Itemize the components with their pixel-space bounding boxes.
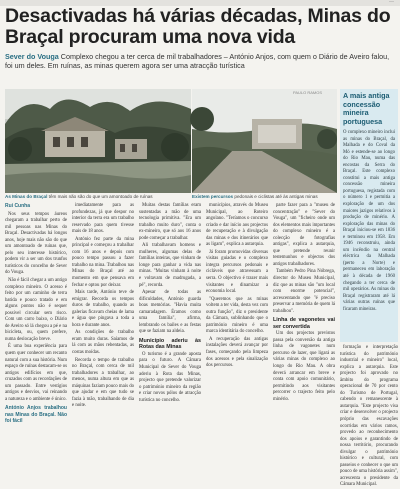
- lead-location: Sever do Vouga: [5, 52, 59, 61]
- photo-caption-right-text: pedonais e ciclistas até às antigas minas: [233, 194, 318, 199]
- lead-text: Complexo chegou a ter cerca de mil trabalhadores – António Anjos, com quem o Diário de Aveiro falou, foi um deles. Em ruínas, as minas querem agora ser uma atracção turística: [5, 52, 390, 70]
- article-column-2: [72, 203, 134, 457]
- paragraph: Também Pedro Pina Nóbrega, director do Museu Municipal, diz que as minas são "um local com enorme potencial", acrescentando que "é preciso preservar a memória de quem lá trabalhou".: [273, 269, 335, 314]
- paragraph: É uma boa experiência para quem quer conhecer um recanto natural com a sua história. Num espaço de ruínas destacam-se os antigos edifícios em que, cruzados com as recordações de um passado. Entre vestígios antigos e desvios, vai reinando a natureza e o ambiente é único.: [5, 344, 67, 402]
- paragraph: municípios, através do Museu Municipal, ao Roteiro angolano. "Teríamos o concurso criado e dar início aos projectos de recuperação e à divulgação das minas e dos itinerários que as ligam", explica a autarquia.: [206, 203, 268, 248]
- article-column-6: [340, 345, 398, 488]
- paragraph: imediatamente para as profundezas, já que despor no interior da terra era um trabalho reservado para quem tivesse mais de 18 anos.: [72, 203, 134, 235]
- paragraph: O turismo é a grande aposta para o futuro. A Câmara Municipal de Sever do Vouga aderiu à Rota das Minas, projecto que pretende valorizar o património mineiro da região e criar novos pólos de atracção turística no concelho.: [139, 351, 201, 403]
- paragraph: formação e interpretação turística do património industrial e mineiro" local, explica a autarquia. Este projecto foi aprovado no âmbito do programa operacional de 70 por cento do Turismo de Portugal, cabendo o remanescente à autarquia. "Este projecto visa criar e desenvolver o projecto próprio das escavações ocorridas em vários ramos, provedo ao reconhecimento dos apoios e garantindo de nossa território, procurando divulgar o património histórico e cultural, com passeios e conhecer o que um pouco de uma história assim", acrescenta o presidente da Câmara Municipal.: [340, 345, 398, 488]
- top-strip-text: —: [389, 0, 394, 5]
- sidebar-title: A mais antiga concessão mineira portuguesa: [343, 91, 390, 126]
- photo-walking-path: [192, 89, 337, 193]
- sidebar-box: [340, 89, 398, 342]
- paragraph: Um dos projectos previstos passa pela conversão da antiga linha de vagonetes num percurso de lazer, que ligará as várias minas do complexo ao longo do Rio Mau. A obra deverá arrancar em breve e conta com apoio comunitário, permitindo aos visitantes percorrer o trajecto feito pelo minério.: [273, 331, 335, 402]
- paragraph: parte fazer para a "museu de concentração" e "Sever do Vouga", um "ficheiro onde um dos elementos mais importantes do complexo mineiro é a colecção de fotografias antigas", explica a autarquia, que pretende reunir testemunhos e objectos dos antigos trabalhadores.: [273, 203, 335, 267]
- paragraph: Não é fácil chegar a um antigo complexo mineiro. O acesso é feito por um caminho de terra batida e pouco tratado e em alguns pontos não é sequer possível circular sem risco. Com um carro baixo, o Diário de Aveiro só lá chegou a pé e na bicicleta, ou, quem prefere, numa deslocação breve.: [5, 278, 67, 342]
- paragraph: "Queremos que as minas voltem a ter vida, desta vez com outra função", diz o presidente da Câmara, sublinhando que o património mineiro é uma marca identitária do concelho.: [206, 296, 268, 335]
- article-column-3: [139, 203, 201, 457]
- byline: Rui Cunha: [5, 203, 30, 209]
- section-subhead: Linha de vagonetes vai ser convertida: [273, 317, 335, 330]
- photo-credit: PAULO RAMOS: [293, 90, 323, 95]
- paragraph: Recorda o tempo de trabalho no Braçal, com cerca de mil trabalhadores a trabalhar, ao menos, numa altura em que as máquinas faziam pouco mais do que ajudar e em que tudo se fazia à mão, trabalhando de dia e noite.: [72, 357, 134, 409]
- paragraph: Ali trabalhavam homens e mulheres, algumas delas de famílias inteiras, que vinham de longe para ganhar a vida nas minas. "Muitas vinham à noite e voltavam de madrugada, a pé", recorda.: [139, 243, 201, 288]
- paragraph: As condições de trabalho eram muito duras. Saíamos de lá com as mãos rebentadas, as costas moídas.: [72, 330, 134, 356]
- article-column-5: [273, 203, 335, 457]
- photo-caption-left-text: têm mais não são do que um amontoado de ruínas: [47, 194, 153, 199]
- article-column-1: [5, 203, 67, 457]
- photo-caption-right-label: Existem percursos: [192, 194, 234, 199]
- sidebar-text: O complexo mineiro inclui as minas do Braçal, da Malhada e do Coval da Mó e estende-se ao longo do Rio Mau, numa das encostas da Serra do Braçal. Este complexo constitui a mais antiga concessão mineira portuguesa, registada com o número 1 e permitia a exploração de um dos maiores jazigos relativos à produção de minério. A exploração das minas do Braçal iniciou-se em 1836 e terminou em 1958. Em 1946 reconstruiu, ainda um incêndio na central eléctrica da Malhada (perto a Norte) e permaneceu em laboração até à década de 1960 chegando a ter cerca de mil operários. As minas do Braçal registraram até lá várias outras ruínas que ficaram mineiras.: [343, 130, 395, 312]
- paragraph: Já foram promovidas diversas visitas guiadas e o complexo integra percursos pedonais e cicláveis que atravessam a serra. O objectivo é trazer mais visitantes e dinamizar a economia local.: [206, 249, 268, 295]
- paragraph: Nos seus tempos áureos chegaram a trabalhar perto de mil pessoas nas Minas do Braçal. Desactivadas há longos anos, hoje mais não são do que um amontoado de ruínas que, pelo seu interesse histórico, podem vir a ser um dos trunfos turísticos do concelho de Sever do Vouga.: [5, 211, 67, 276]
- photo-caption-left-label: As Minas do Braçal: [5, 194, 48, 199]
- article-column-4: [206, 203, 268, 457]
- paragraph: Muitas destas famílias eram sustentadas a mão de uma tecnologia primitiva. "Era um trabalho muito duro", conta o ex-mineiro, que só aos 16 anos pode começar a trabalhar.: [139, 203, 201, 241]
- section-subhead: Município aderiu às Rotas das Minas: [139, 337, 201, 351]
- photo-mine-ruins: [5, 89, 191, 193]
- photo-caption-right: [192, 194, 337, 200]
- headline: Desactivadas há várias décadas, Minas do Braçal procuram uma nova vida: [5, 5, 391, 48]
- photo-mine-ruins-image: [5, 89, 191, 193]
- paragraph: António fez parte da mina principal e começou a trabalhar com 16 anos e depois com pouco tempo passou a fazer trabalho na mina. Trabalhou nas Minas do Braçal até ao momento em que pensava em fechar e optou por deixar.: [72, 236, 134, 288]
- paragraph: A recuperação das antigas instalações deverá avançar por fases, começando pela limpeza dos acessos e pela sinalização dos percursos.: [206, 336, 268, 369]
- photo-walking-path-image: [192, 89, 337, 193]
- paragraph: Apesar de todas as dificuldades, António guarda boas memórias. "Havia muita camaradagem. Éramos como uma família", afirma, lembrando os bailes e as festas que se faziam na aldeia.: [139, 290, 201, 335]
- photo-caption-left: [5, 194, 191, 200]
- pull-quote: António Anjos trabalhou nas Minas do Braçal. Não foi fácil: [5, 405, 67, 424]
- lead-paragraph: [5, 52, 397, 70]
- paragraph: Mais tarde, António teve de emigrar. Recorda os tempos duros de trabalho, quando as galerias ficavam cheias de lama e água que pingava a toda a hora e durante anos.: [72, 290, 134, 328]
